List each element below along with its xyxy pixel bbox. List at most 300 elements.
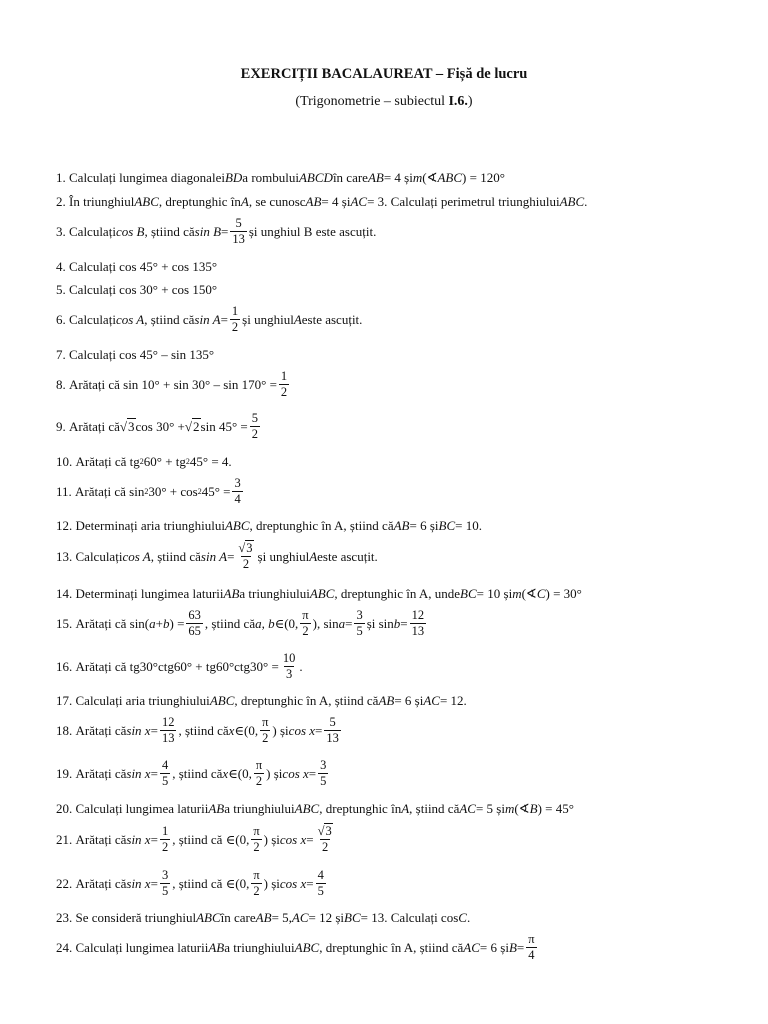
math-var: m [512, 586, 522, 601]
exercise-number: 13. [56, 549, 73, 565]
math-var: AB [393, 518, 410, 533]
exercise-text: = 6 și [479, 940, 509, 956]
exercise-text: Arătați că tg30°ctg60° + tg60°ctg30° = [75, 659, 279, 675]
exercise-23 [56, 911, 470, 924]
exercise-text: ∈(0, [274, 616, 299, 632]
math-var: BC [438, 518, 456, 533]
math-var: AB [367, 170, 384, 185]
fraction-denominator: 2 [322, 840, 329, 855]
fraction-numerator: 1 [231, 304, 239, 318]
math-var: AC [291, 910, 309, 925]
exercise-text: = [516, 940, 525, 956]
radicand: 3 [325, 824, 332, 838]
exercise-text: = [150, 766, 158, 782]
exercise-number: 22. [56, 876, 73, 892]
fraction-denominator: 3 [285, 667, 293, 682]
exercise-text: a triunghiului [239, 586, 310, 601]
fraction-denominator: 2 [253, 840, 260, 855]
math-var: A [240, 194, 249, 209]
fraction-numerator: 3 [320, 758, 327, 772]
fraction-denominator: 65 [188, 624, 201, 639]
exercise-text: . [299, 659, 303, 675]
exercise-text: Arătați că [75, 766, 127, 782]
square-root: √3 [119, 419, 135, 435]
fraction [250, 412, 260, 441]
exercise-text: Arătați că sin( [75, 616, 150, 632]
exercise-text: = 4 și [321, 194, 351, 209]
math-var: ABC [559, 194, 585, 209]
fraction [300, 609, 310, 638]
math-var: A [401, 801, 410, 816]
fraction-numerator: 5 [251, 411, 258, 425]
math-var: BD [224, 170, 243, 185]
fraction-numerator: 1 [280, 369, 288, 383]
exercise-text: , dreptunghic în A, știind că [234, 693, 379, 708]
exercise-text: 45° = [201, 484, 231, 500]
fraction [410, 609, 427, 638]
math-var: m [412, 170, 423, 185]
exercise-number: 2. [56, 194, 66, 209]
fraction-denominator: 5 [317, 884, 324, 899]
math-var: sin x [126, 876, 151, 892]
exercise-8 [56, 370, 291, 399]
math-var: C [536, 586, 546, 601]
exercise-text: = 5 și [475, 801, 505, 816]
exercise-22 [56, 869, 328, 898]
square-root: √3 [238, 541, 253, 555]
exercise-text: Calculați [69, 312, 116, 328]
fraction [526, 933, 536, 962]
exercise-text: = [150, 723, 158, 739]
exercise-text: cos 30° + [135, 419, 185, 435]
exercise-5 [56, 283, 217, 296]
math-var: B [529, 801, 538, 816]
math-var: sin x [126, 832, 151, 848]
exercise-text: în care [332, 170, 368, 185]
exercise-21 [56, 825, 337, 854]
fraction-denominator: 5 [320, 774, 327, 789]
exercise-number: 10. [56, 454, 73, 469]
math-var: sin A [194, 312, 221, 328]
exercise-text: 30° + cos [148, 484, 198, 500]
exercise-text: = [221, 224, 229, 240]
exercise-text: , dreptunghic în [158, 194, 241, 209]
math-var: ABC [294, 940, 320, 956]
fraction-denominator: 2 [161, 840, 169, 855]
exercise-6 [56, 305, 362, 334]
exercise-text: = 10. [455, 518, 482, 533]
exercise-15 [56, 609, 428, 638]
fraction [160, 759, 170, 788]
square-root: √3 [317, 824, 332, 838]
exercise-text: și unghiul [257, 549, 310, 565]
radicand: 3 [246, 541, 253, 555]
math-var: a, b [255, 616, 275, 632]
exercise-text: (∢ [521, 586, 537, 601]
exercise-3 [56, 217, 376, 246]
exercise-text: ) = 30° [545, 586, 582, 601]
math-var: AB [305, 194, 322, 209]
exercise-text: , știind că [409, 801, 460, 816]
fraction-denominator: 5 [161, 774, 169, 789]
fraction-denominator: 5 [356, 624, 363, 639]
math-var: sin B [194, 224, 222, 240]
fraction [160, 716, 177, 745]
exercise-number: 5. [56, 282, 66, 297]
math-var: ABC [134, 194, 159, 209]
exponent: 2 [197, 486, 202, 496]
fraction-numerator [236, 542, 255, 556]
exercise-text: Calculați [69, 224, 116, 240]
exercise-text: = 4 și [383, 170, 413, 185]
square-root: √2 [184, 419, 200, 435]
exercise-text: și unghiul [242, 312, 294, 328]
math-var: ABC [294, 801, 320, 816]
exercise-number: 8. [56, 377, 66, 393]
exponent: 2 [185, 456, 190, 466]
math-var: A [309, 549, 318, 565]
exercise-text: = [345, 616, 353, 632]
exercise-2 [56, 195, 587, 208]
exercise-text: = 3. Calculați perimetrul triunghiului [367, 194, 560, 209]
exercise-text: Calculați lungimea diagonalei [69, 170, 225, 185]
exercise-7 [56, 348, 214, 361]
exercise-text: (∢ [514, 801, 530, 816]
exercise-number: 16. [56, 659, 73, 675]
fraction-numerator: π [262, 715, 269, 729]
exercise-text: Determinați aria triunghiului [75, 518, 225, 533]
math-var: ABC [196, 910, 221, 925]
exercise-text: ∈(0, [228, 766, 252, 782]
math-var: cos A [115, 312, 145, 328]
exercise-text: , dreptunghic în A, știind că [249, 518, 394, 533]
worksheet-title: EXERCIȚII BACALAUREAT – Fișă de lucru [240, 66, 528, 82]
exercise-text: ) și [266, 766, 283, 782]
exercise-14 [56, 587, 582, 600]
fraction-denominator: 13 [411, 624, 425, 639]
fraction-denominator: 2 [251, 427, 258, 442]
fraction-denominator: 2 [231, 320, 239, 335]
math-var: a [149, 616, 156, 632]
math-var: cos x [279, 832, 307, 848]
fraction-numerator: π [302, 608, 309, 622]
exercise-text: Determinați lungimea laturii [75, 586, 224, 601]
exercise-text: și unghiul B este ascuțit. [248, 224, 377, 240]
fraction-numerator: 3 [161, 868, 169, 882]
fraction-numerator: 12 [161, 715, 175, 729]
math-var: B [508, 940, 517, 956]
exercise-text: = 5, [271, 910, 292, 925]
fraction-numerator: 4 [161, 758, 169, 772]
fraction-numerator: 3 [234, 476, 241, 490]
math-var: AC [463, 940, 480, 956]
exercise-number: 17. [56, 693, 73, 708]
fraction-numerator: π [255, 758, 263, 772]
exercise-13 [56, 542, 378, 571]
fraction-denominator: 2 [242, 557, 250, 572]
exercise-text: Arătați că tg [75, 454, 140, 469]
exercise-10 [56, 455, 232, 468]
exercise-text: a triunghiului [224, 940, 295, 956]
fraction-numerator: 4 [317, 868, 324, 882]
exercise-text: = 6 și [409, 518, 439, 533]
math-var: BC [460, 586, 477, 601]
exercise-text: Calculați [75, 549, 123, 565]
fraction-numerator [316, 825, 335, 839]
worksheet-subtitle [0, 94, 768, 110]
fraction-denominator: 2 [262, 731, 269, 746]
exercise-text: este ascuțit. [301, 312, 363, 328]
exercise-text: , dreptunghic în [319, 801, 402, 816]
exercise-number: 21. [56, 832, 73, 848]
exercise-text: Calculați aria triunghiului [75, 693, 210, 708]
exercise-text: Arătați că [69, 419, 120, 435]
exercise-24 [56, 933, 539, 962]
math-var: m [504, 801, 515, 816]
exercise-text: în care [220, 910, 256, 925]
fraction [354, 609, 364, 638]
fraction [251, 869, 261, 898]
exercise-text: , se cunosc [248, 194, 306, 209]
fraction-denominator: 13 [326, 731, 339, 746]
fraction [324, 716, 341, 745]
math-var: AC [423, 693, 440, 708]
exercise-text: Arătați că [75, 876, 127, 892]
exercise-number: 9. [56, 419, 66, 435]
math-var: cos x [279, 876, 307, 892]
fraction [230, 305, 240, 334]
exercise-9 [56, 412, 262, 441]
exercise-text: = [227, 549, 235, 565]
exercise-number: 11. [56, 484, 72, 500]
fraction-numerator: π [253, 824, 260, 838]
exercise-number: 3. [56, 224, 66, 240]
exercise-number: 15. [56, 616, 73, 632]
fraction [316, 869, 326, 898]
exercise-text: , știind că [144, 312, 195, 328]
math-var: a [338, 616, 346, 632]
math-var: AB [255, 910, 272, 925]
exercise-text: , știind că ∈(0, [172, 832, 250, 848]
fraction-denominator: 2 [302, 624, 309, 639]
fraction-numerator: 10 [282, 651, 296, 665]
exercise-text: a rombului [242, 170, 299, 185]
fraction [281, 652, 298, 681]
exercise-12 [56, 519, 482, 532]
exercise-text: ) = 45° [537, 801, 574, 816]
exercise-text: 45° = 4. [189, 454, 232, 469]
exercise-text: sin 45° = [200, 419, 248, 435]
math-var: AC [459, 801, 476, 816]
fraction [230, 217, 247, 246]
fraction [318, 759, 328, 788]
subtitle-suffix: ) [467, 94, 473, 109]
exercise-text: = 6 și [394, 693, 424, 708]
exercise-text: = [400, 616, 408, 632]
fraction-numerator: π [528, 932, 535, 946]
exercise-number: 19. [56, 766, 73, 782]
fraction-denominator: 2 [280, 385, 288, 400]
math-var: sin A [200, 549, 228, 565]
math-var: x [228, 723, 235, 739]
exercise-text: , dreptunghic în A, știind că [319, 940, 464, 956]
fraction-denominator: 2 [255, 774, 263, 789]
exercise-text: Calculați cos 45° + cos 135° [69, 259, 218, 274]
fraction-denominator: 4 [234, 492, 241, 507]
exercise-text: Se consideră triunghiul [75, 910, 197, 925]
exercise-number: 12. [56, 518, 73, 533]
exponent: 2 [139, 456, 144, 466]
exercise-text: Arătați că [75, 832, 127, 848]
exercise-text: În triunghiul [69, 194, 135, 209]
fraction [160, 825, 170, 854]
fraction-numerator: 1 [161, 824, 169, 838]
exercise-text: = 12. [439, 693, 467, 708]
fraction-denominator: 4 [528, 948, 535, 963]
exercise-text: Calculați cos 30° + cos 150° [69, 282, 218, 297]
exercise-text: = [306, 832, 314, 848]
math-var: x [222, 766, 229, 782]
exercise-1 [56, 171, 505, 184]
fraction-denominator: 5 [161, 884, 169, 899]
exercise-text: = [306, 876, 314, 892]
math-var: AC [350, 194, 368, 209]
exercise-number: 14. [56, 586, 73, 601]
math-var: sin x [126, 766, 151, 782]
exercise-text: ) și [263, 876, 280, 892]
fraction-numerator: 12 [411, 608, 425, 622]
fraction [251, 825, 261, 854]
exercise-number: 23. [56, 910, 73, 925]
exercise-text: = [150, 832, 158, 848]
exercise-number: 6. [56, 312, 66, 328]
exercise-text: a triunghiului [224, 801, 295, 816]
fraction [160, 869, 170, 898]
exercise-text: = 13. Calculați cos [360, 910, 459, 925]
exercise-text: = [220, 312, 228, 328]
exercise-text: , dreptunghic în A, unde [334, 586, 461, 601]
fraction-numerator: 5 [329, 715, 336, 729]
fraction-numerator: 5 [235, 216, 242, 230]
math-var: cos x [282, 766, 309, 782]
fraction-denominator: 2 [253, 884, 260, 899]
exercise-text: ) = [169, 616, 185, 632]
math-var: AB [378, 693, 395, 708]
math-var: C [458, 910, 467, 925]
math-var: ABC [224, 518, 250, 533]
exercise-text: ), sin [312, 616, 339, 632]
exponent: 2 [144, 486, 149, 496]
exercise-number: 20. [56, 801, 73, 816]
exercise-text: = [308, 766, 317, 782]
fraction [316, 825, 335, 854]
fraction [260, 716, 270, 745]
exercise-17 [56, 694, 467, 707]
fraction-denominator: 13 [161, 731, 175, 746]
fraction [186, 609, 203, 638]
exercise-text: , știind că [172, 766, 223, 782]
radicand: 3 [128, 419, 135, 435]
exercise-number: 1. [56, 170, 66, 185]
math-var: sin x [126, 723, 151, 739]
exercise-number: 4. [56, 259, 66, 274]
exercise-text: , știind că ∈(0, [172, 876, 250, 892]
exercise-number: 24. [56, 940, 73, 956]
exercise-number: 18. [56, 723, 73, 739]
exercise-20 [56, 802, 574, 815]
math-var: ABC [209, 693, 235, 708]
exercise-text: + [155, 616, 163, 632]
math-var: ABCD [298, 170, 333, 185]
math-var: cos B [115, 224, 145, 240]
fraction [232, 477, 242, 506]
exercise-text: . [584, 194, 588, 209]
subtitle-prefix: (Trigonometrie – subiectul [295, 94, 449, 109]
exercise-4 [56, 260, 217, 273]
fraction [236, 542, 255, 571]
subtitle-bold: I.6. [448, 94, 468, 109]
math-var: AB [208, 801, 225, 816]
exercise-text: ) = 120° [462, 170, 505, 185]
exercise-text: Arătați că [75, 723, 127, 739]
math-var: AB [223, 586, 240, 601]
exercise-18 [56, 716, 343, 745]
math-var: AB [208, 940, 225, 956]
exercise-19 [56, 759, 330, 788]
radicand: 2 [193, 419, 200, 435]
math-var: ABC [437, 170, 463, 185]
exercise-text: Calculați lungimea laturii [75, 940, 209, 956]
math-var: cos A [122, 549, 151, 565]
exercise-16 [56, 652, 303, 681]
exercise-text: Arătați că sin 10° + sin 30° – sin 170° = [69, 377, 277, 393]
math-var: A [293, 312, 302, 328]
exercise-text: și sin [366, 616, 394, 632]
exercise-text: . [466, 910, 471, 925]
exercise-text: este ascuțit. [317, 549, 378, 565]
fraction [254, 759, 264, 788]
exercise-text: Arătați că sin [75, 484, 145, 500]
exercise-number: 7. [56, 347, 66, 362]
math-var: b [393, 616, 401, 632]
exercise-text: = [315, 723, 323, 739]
math-var: cos x [288, 723, 316, 739]
math-var: ABC [309, 586, 335, 601]
exercise-text: Calculați cos 45° – sin 135° [69, 347, 215, 362]
exercise-text: , știind că [178, 723, 229, 739]
exercise-text: ∈(0, [234, 723, 259, 739]
exercise-text: = [150, 876, 158, 892]
exercise-11 [56, 477, 245, 506]
fraction-numerator: 63 [188, 608, 201, 622]
fraction [279, 370, 289, 399]
exercise-text: = 10 și [476, 586, 513, 601]
math-var: b [162, 616, 170, 632]
exercise-text: (∢ [422, 170, 438, 185]
exercise-text: , știind că [204, 616, 256, 632]
exercise-text: = 12 și [308, 910, 345, 925]
exercise-text: ) și [272, 723, 289, 739]
exercise-text: , știind că [144, 224, 195, 240]
math-var: BC [344, 910, 361, 925]
exercise-text: 60° + tg [143, 454, 186, 469]
exercise-text: , știind că [150, 549, 201, 565]
fraction-denominator: 13 [232, 232, 245, 247]
exercise-text: ) și [263, 832, 280, 848]
exercise-text: Calculați lungimea laturii [75, 801, 209, 816]
fraction-numerator: π [253, 868, 260, 882]
fraction-numerator: 3 [356, 608, 363, 622]
